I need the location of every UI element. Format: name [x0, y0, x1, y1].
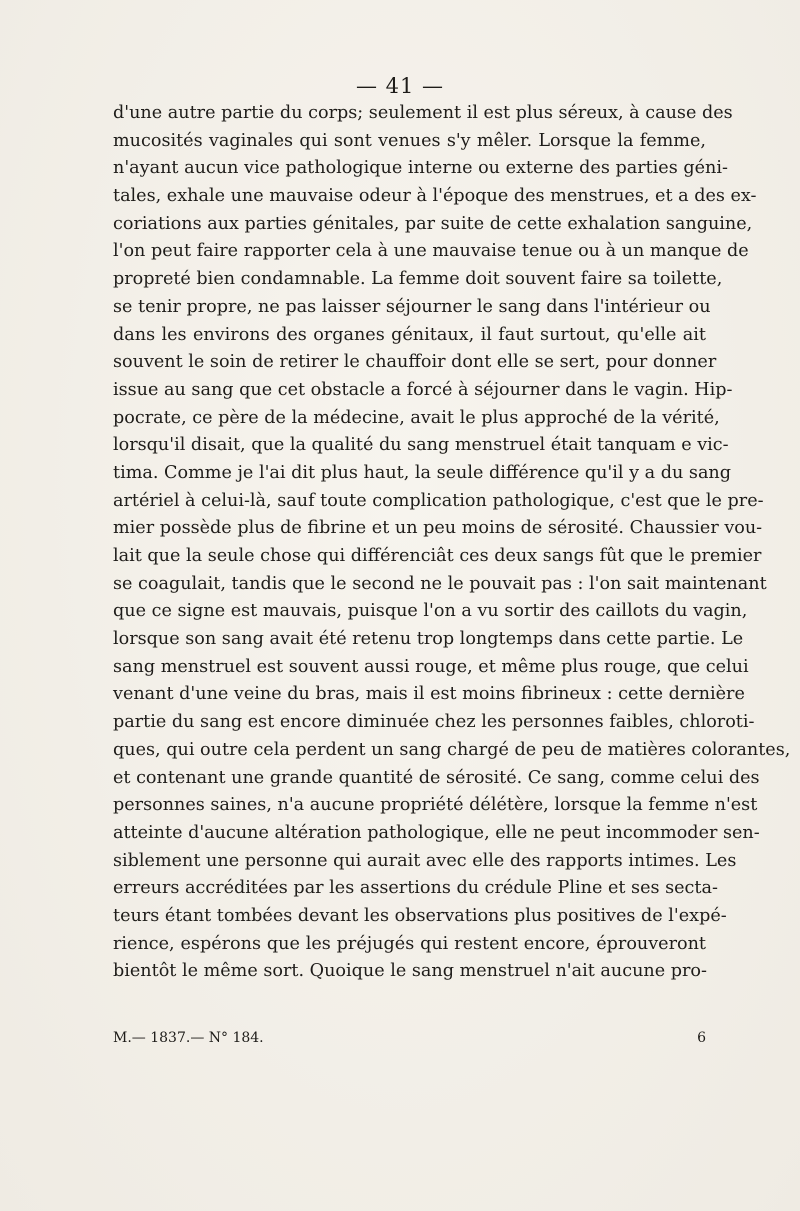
text-line: l'on peut faire rapporter cela à une mauvaise tenue ou à un manque de	[113, 241, 749, 262]
text-line: coriations aux parties génitales, par suite de cette exhalation sanguine,	[113, 213, 753, 234]
text-line: mier possède plus de fibrine et un peu moins de sérosité. Chaussier vou-	[113, 518, 763, 539]
text-line: tima. Comme je l'ai dit plus haut, la seule différence qu'il y a du sang	[113, 462, 732, 483]
text-line: n'ayant aucun vice pathologique interne ou externe des parties géni-	[113, 158, 728, 179]
text-line: erreurs accréditées par les assertions du crédule Pline et ses secta-	[113, 878, 718, 899]
text-line: siblement une personne qui aurait avec elle des rapports intimes. Les	[113, 850, 737, 871]
text-line: se coagulait, tandis que le second ne le pouvait pas : l'on sait maintenant	[113, 573, 767, 594]
text-line: dans les environs des organes génitaux, il faut surtout, qu'elle ait	[113, 324, 706, 345]
body-text	[113, 100, 791, 986]
text-line: bientôt le même sort. Quoique le sang menstruel n'ait aucune pro-	[113, 961, 707, 982]
text-line: ques, qui outre cela perdent un sang chargé de peu de matières colorantes,	[113, 739, 791, 760]
text-line: d'une autre partie du corps; seulement il est plus séreux, à cause des	[113, 103, 733, 123]
text-line: que ce signe est mauvais, puisque l'on a vu sortir des caillots du vagin,	[113, 601, 748, 622]
text-line: venant d'une veine du bras, mais il est moins fibrineux : cette dernière	[113, 684, 745, 705]
text-line: lait que la seule chose qui différenciât ces deux sangs fût que le premier	[113, 546, 762, 566]
text-line: tales, exhale une mauvaise odeur à l'époque des menstrues, et a des ex-	[113, 186, 757, 207]
text-line: artériel à celui-là, sauf toute complication pathologique, c'est que le pre-	[113, 490, 764, 511]
text-line: sang menstruel est souvent aussi rouge, et même plus rouge, que celui	[113, 656, 749, 677]
text-line: partie du sang est encore diminuée chez les personnes faibles, chloroti-	[113, 712, 755, 733]
text-line: se tenir propre, ne pas laisser séjourner le sang dans l'intérieur ou	[113, 296, 711, 317]
text-line: souvent le soin de retirer le chauffoir dont elle se sert, pour donner	[113, 352, 717, 373]
text-line: pocrate, ce père de la médecine, avait le plus approché de la vérité,	[113, 407, 720, 428]
text-line: et contenant une grande quantité de sérosité. Ce sang, comme celui des	[113, 767, 760, 788]
signature-number: 6	[697, 1030, 706, 1046]
text-line: lorsque son sang avait été retenu trop longtemps dans cette partie. Le	[113, 629, 744, 650]
text-line: mucosités vaginales qui sont venues s'y mêler. Lorsque la femme,	[113, 130, 706, 151]
text-line: teurs étant tombées devant les observations plus positives de l'expé-	[113, 905, 727, 926]
printer-signature: M.— 1837.— N° 184.	[113, 1030, 264, 1046]
text-line: rience, espérons que les préjugés qui restent encore, éprouveront	[113, 933, 706, 954]
text-line: propreté bien condamnable. La femme doit souvent faire sa toilette,	[113, 269, 723, 290]
text-line: atteinte d'aucune altération pathologique, elle ne peut incommoder sen-	[113, 822, 760, 843]
page-number: — 41 —	[355, 74, 445, 98]
text-line: lorsqu'il disait, que la qualité du sang menstruel était tanquam e vic-	[113, 435, 729, 456]
text-line: personnes saines, n'a aucune propriété délétère, lorsque la femme n'est	[113, 795, 758, 816]
page-footer	[113, 1028, 706, 1048]
text-line: issue au sang que cet obstacle a forcé à séjourner dans le vagin. Hip-	[113, 379, 733, 400]
